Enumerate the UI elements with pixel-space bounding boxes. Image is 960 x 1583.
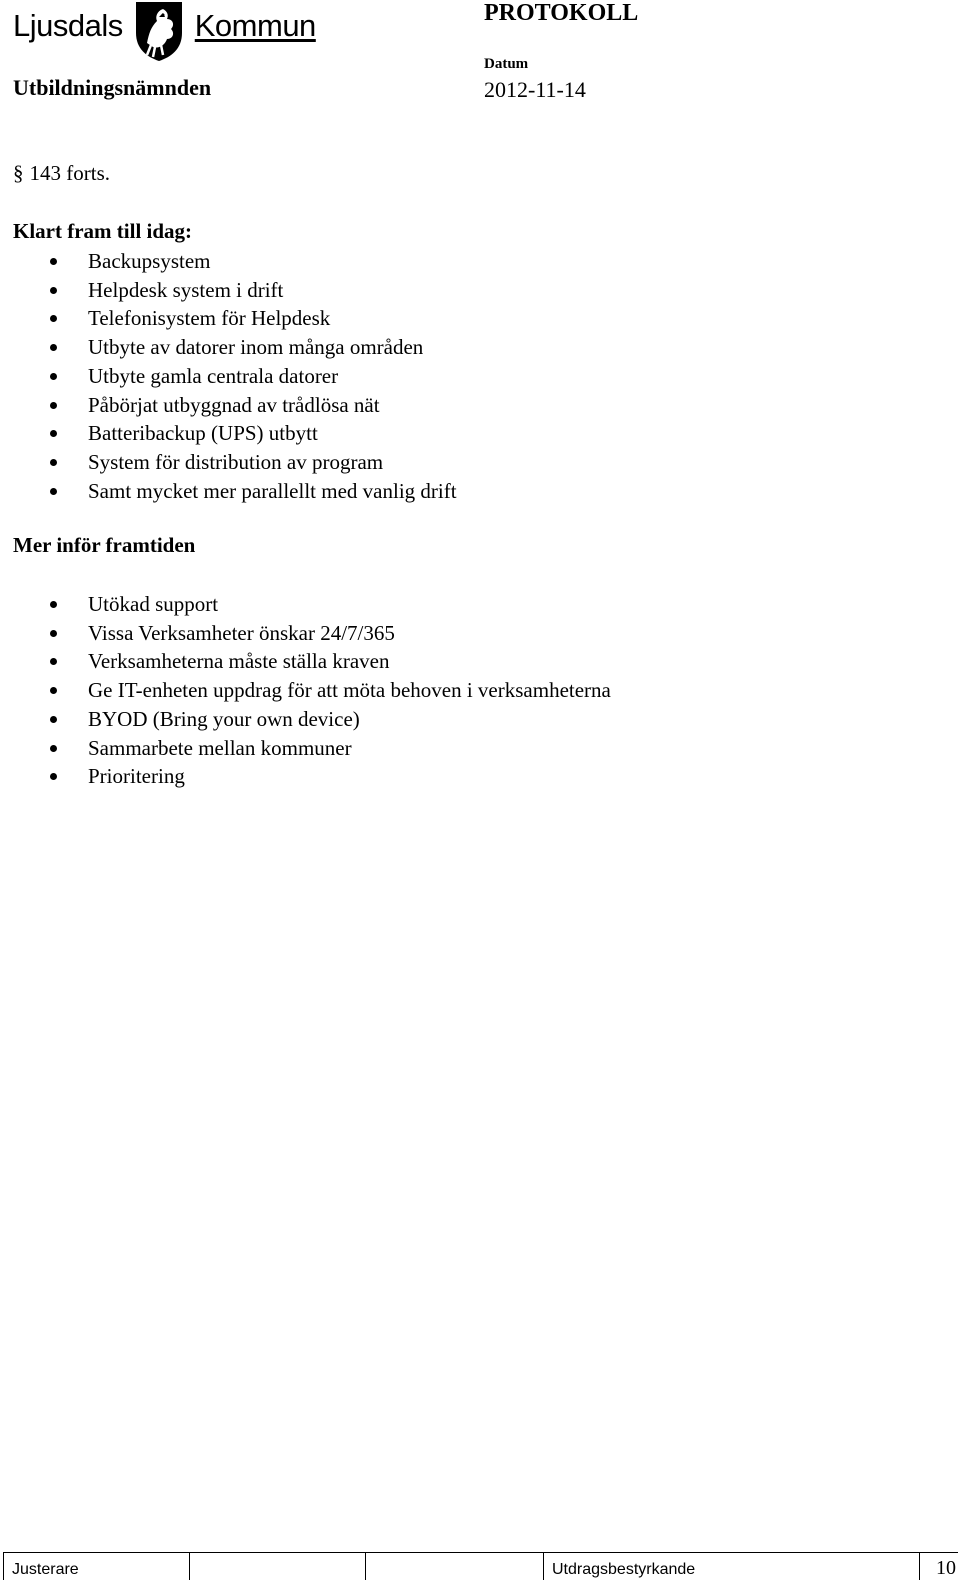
logo-word-kommun: Kommun (194, 8, 316, 43)
list-item (0, 590, 611, 619)
list-item (0, 419, 457, 448)
list-item-text: BYOD (Bring your own device) (88, 706, 360, 731)
section-reference-text: 143 forts. (29, 161, 110, 185)
bullet-icon (50, 687, 57, 694)
list-item-text: Utökad support (88, 592, 219, 616)
bullet-icon (50, 488, 57, 495)
list-item (0, 477, 457, 506)
utdragsbestyrkande-label: Utdragsbestyrkande (552, 1561, 696, 1578)
bullet-icon (50, 344, 57, 351)
list-item-text: Vissa Verksamheter önskar 24/7/365 (88, 620, 395, 645)
list-item (0, 705, 611, 734)
list-item (0, 333, 457, 362)
list-item-text: Prioritering (88, 764, 185, 789)
list-item-text: Utbyte gamla centrala datorer (88, 363, 339, 388)
bullet-icon (50, 601, 57, 608)
list-item (0, 276, 457, 305)
list-item (0, 304, 457, 333)
section-heading-future: Mer inför framtiden (13, 533, 196, 557)
bullet-icon (50, 773, 57, 780)
bullet-icon (50, 630, 57, 637)
date-value: 2012-11-14 (484, 77, 586, 102)
department-name: Utbildningsnämnden (13, 75, 212, 100)
signature-footer (3, 1552, 958, 1580)
list-item (0, 247, 457, 276)
page-number: 10 (936, 1557, 956, 1579)
date-label: Datum (484, 56, 529, 72)
bullet-icon (50, 658, 57, 665)
paragraph-symbol: § (13, 161, 24, 185)
document-type: PROTOKOLL (484, 0, 639, 26)
bullet-list-done (0, 247, 457, 505)
list-item-text: Telefonisystem för Helpdesk (88, 306, 331, 331)
list-item-text: Ge IT-enheten uppdrag för att möta behoven i verksamheterna (88, 678, 611, 703)
bullet-icon (50, 716, 57, 723)
bullet-icon (50, 430, 57, 437)
list-item (0, 362, 457, 391)
list-item-text: Samt mycket mer parallellt med vanlig drift (88, 478, 457, 503)
list-item-text: Sammarbete mellan kommuner (88, 735, 352, 760)
list-item-text: Backupsystem (88, 249, 211, 273)
bullet-icon (50, 258, 57, 265)
bullet-icon (50, 459, 57, 466)
section-heading-done: Klart fram till idag: (13, 219, 193, 243)
municipality-logo (13, 6, 316, 46)
bullet-icon (50, 287, 57, 294)
list-item-text: System för distribution av program (88, 449, 384, 474)
list-item (0, 762, 611, 791)
list-item-text: Batteribackup (UPS) utbytt (88, 421, 318, 446)
list-item (0, 448, 457, 477)
list-item (0, 734, 611, 763)
bullet-icon (50, 745, 57, 752)
list-item (0, 676, 611, 705)
justerare-label: Justerare (12, 1561, 79, 1578)
coat-of-arms-icon (133, 0, 185, 63)
logo-word-ljusdals: Ljusdals (13, 8, 123, 43)
bullet-icon (50, 373, 57, 380)
footer-cell-signature-1 (190, 1553, 366, 1580)
footer-cell-justerare (4, 1553, 190, 1580)
bullet-icon (50, 315, 57, 322)
section-reference (13, 161, 110, 186)
list-item-text: Verksamheterna måste ställa kraven (88, 649, 390, 674)
footer-cell-utdrag (544, 1553, 920, 1580)
list-item (0, 619, 611, 648)
list-item-text: Påbörjat utbyggnad av trådlösa nät (88, 392, 380, 417)
list-item (0, 391, 457, 420)
bullet-icon (50, 402, 57, 409)
footer-cell-signature-2 (366, 1553, 544, 1580)
list-item-text: Helpdesk system i drift (88, 277, 284, 302)
list-item (0, 647, 611, 676)
list-item-text: Utbyte av datorer inom många områden (88, 335, 424, 360)
bullet-list-future (0, 590, 611, 791)
